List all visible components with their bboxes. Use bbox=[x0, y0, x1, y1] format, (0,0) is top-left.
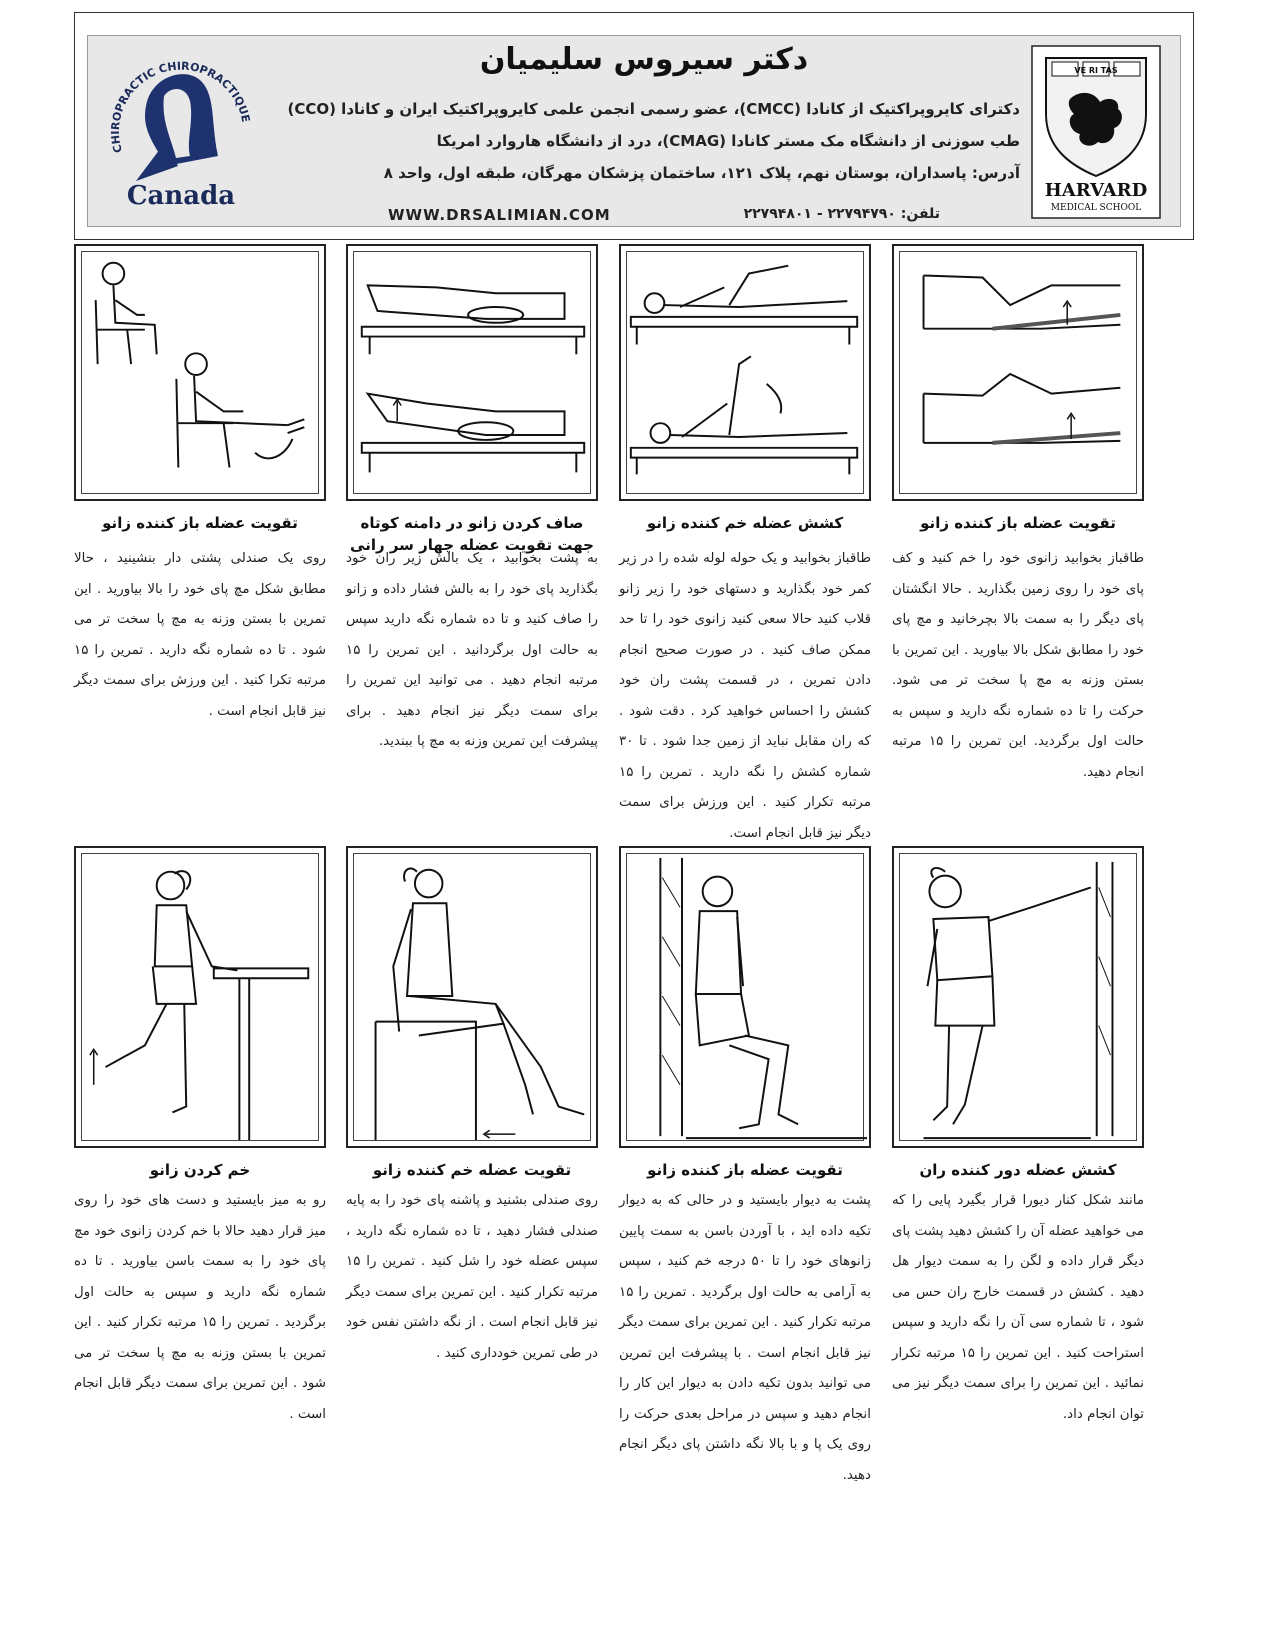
education-line: طب سوزنی از دانشگاه مک مستر کانادا (CMAG)، درد از دانشگاه هاروارد امریکا bbox=[436, 132, 1020, 150]
exercise-description: پشت به دیوار بایستید و در حالی که به دیوار تکیه داده اید ، با آوردن باسن به سمت پایین زانوهای خود را تا ۵۰ درجه خم کنید ، سپس به آرامی به حالت اول برگردید . تمرین را ۱۵ مرتبه تکرار کنید . این تمرین برای سمت دیگر نیز قابل انجام است . با پیشرفت این تمرین می توانید بدون تکیه دادن به دیوار این کار را انجام دهید و سپس در مراحل بعدی حرکت را روی یک پا و با بالا نگه داشتن پای دیگر انجام دهید. bbox=[619, 1193, 871, 1483]
hip-abductor-stretch-drawing bbox=[894, 848, 1142, 1146]
straight-leg-raise-drawing bbox=[894, 246, 1142, 499]
website-link[interactable]: WWW.DRSALIMIAN.COM bbox=[388, 206, 611, 224]
exercise-description: مانند شکل کنار دیورا قرار بگیرد پایی را که می خواهید عضله آن را کشش دهید پشت پای دیگر قرار داده و لگن را به سمت دیوار هل دهید . کشش در قسمت خارج ران حس می شود ، تا شماره سی آن را نگه دارید و سپس استراحت کنید . این تمرین را ۱۵ مرتبه تکرار نمائید . این تمرین را برای سمت دیگر نیز می توان انجام داد. bbox=[892, 1193, 1144, 1422]
standing-knee-flexion-drawing bbox=[76, 848, 324, 1146]
exercise-description: طاقباز بخوابید و یک حوله لوله شده را در زیر کمر خود بگذارید و دستهای خود را زیر زانو قلاب کنید حالا سعی کنید زانوی خود را تا حد ممکن صاف کنید . در صورت صحیح انجام دادن تمرین ، در قسمت پشت ران خود کشش را احساس خواهید کرد . دقت شود . که ران مقابل نباید از زمین جدا شود . تا ۳۰ شماره کشش را نگه دارید . تمرین را ۱۵ مرتبه تکرار کنید . این ورزش برای سمت دیگر نیز قابل انجام است. bbox=[619, 551, 871, 841]
phone-number: تلفن: ۲۲۷۹۴۷۹۰ - ۲۲۷۹۴۸۰۱ bbox=[743, 206, 940, 222]
exercise-illustration bbox=[346, 846, 598, 1148]
exercise-title: کشش عضله دور کننده ران bbox=[919, 1161, 1117, 1179]
address-line: آدرس: پاسداران، بوستان نهم، پلاک ۱۲۱، ساختمان پزشکان مهرگان، طبقه اول، واحد ۸ bbox=[383, 164, 1020, 182]
exercise-illustration bbox=[346, 244, 598, 501]
exercise-title: صاف کردن زانو در دامنه کوتاه جهت تقویت عضله چهار سر رانی bbox=[350, 514, 594, 554]
exercise-description: روی صندلی بشنید و پاشنه پای خود را به پایه صندلی فشار دهید ، تا ده شماره نگه دارید ، سپس عضله خود را شل کنید . تمرین را ۱۵ مرتبه تکرار کنید . این تمرین برای سمت دیگر نیز قابل انجام است . از نگه داشتن نفس خود در طی تمرین خودداری کنید . bbox=[346, 1193, 598, 1361]
short-arc-quad-drawing bbox=[348, 246, 596, 499]
exercise-illustration bbox=[619, 846, 871, 1148]
logo-right-harvard: HARVARD bbox=[1044, 180, 1148, 201]
logo-right-motto: VE RI TAS bbox=[1074, 66, 1118, 75]
exercise-title: تقویت عضله باز کننده زانو bbox=[920, 514, 1116, 532]
credentials-line: دکترای کایروپراکتیک از کانادا (CMCC)، عضو رسمی انجمن علمی کایروپراکتیک ایران و کانادا (CCO) bbox=[287, 100, 1020, 118]
wall-squat-drawing bbox=[621, 848, 869, 1146]
clinic-header bbox=[74, 12, 1194, 240]
chiropractic-canada-logo bbox=[106, 46, 256, 216]
exercise-title: تقویت عضله خم کننده زانو bbox=[372, 1161, 572, 1179]
exercise-description: روی یک صندلی پشتی دار بنشینید ، حالا مطابق شکل مچ پای خود را بالا بیاورید . این تمرین با بستن وزنه به مچ پا سخت تر می شود . تا ده شماره نگه دارید . تمرین را ۱۵ مرتبه تکرا کنید . این ورزش برای سمت دیگر نیز قابل انجام است . bbox=[74, 551, 326, 719]
exercise-description: طاقباز بخوابید زانوی خود را خم کنید و کف پای خود را روی زمین بگذارید . حالا انگشتان پای دیگر را به سمت بالا بچرخانید و مچ پای خود را مطابق شکل بالا بیاورید . این تمرین با بستن وزنه به مچ پا سخت تر می شود. حرکت را تا ده شماره نگه دارید و سپس به حالت اول برگردید. این تمرین را ۱۵ مرتبه انجام دهید. bbox=[892, 551, 1145, 780]
exercise-title: تقویت عضله باز کننده زانو bbox=[647, 1161, 843, 1179]
exercise-description: رو به میز بایستید و دست های خود را روی میز قرار دهید حالا با خم کردن زانوی خود مچ پای خود را به سمت باسن بیاورید . تا ده شماره نگه دارید و سپس به حالت اول برگردید . تمرین را ۱۵ مرتبه تکرار کنید . این تمرین با بستن وزنه به مچ پا سخت تر می شود . این تمرین برای سمت دیگر قابل انجام است . bbox=[74, 1193, 326, 1422]
exercise-illustration bbox=[619, 244, 871, 501]
exercise-illustration bbox=[892, 244, 1144, 501]
doctor-name: دکتر سیروس سلیمیان bbox=[479, 42, 809, 77]
logo-left-canada-text: Canada bbox=[126, 181, 236, 211]
exercise-illustration bbox=[74, 846, 326, 1148]
logo-right-subtext: MEDICAL SCHOOL bbox=[1050, 203, 1142, 213]
exercise-title: خم کردن زانو bbox=[149, 1161, 251, 1179]
logo-left-ring-text: CHIROPRACTIC CHIROPRACTIQUE bbox=[108, 59, 253, 155]
exercise-title: تقویت عضله باز کننده زانو bbox=[102, 514, 298, 532]
seated-hamstring-isometric-drawing bbox=[348, 848, 596, 1146]
header-banner bbox=[87, 35, 1181, 227]
exercise-illustration bbox=[892, 846, 1144, 1148]
exercise-title: کشش عضله خم کننده زانو bbox=[646, 514, 844, 532]
harvard-medical-school-logo bbox=[1030, 44, 1162, 220]
hamstring-stretch-drawing bbox=[621, 246, 869, 499]
seated-knee-extension-drawing bbox=[76, 246, 324, 499]
exercise-description: به پشت بخوابید ، یک بالش زیر ران خود بگذارید پای خود را به بالش فشار داده و زانو را صاف کنید و تا ده شماره نگه دارید سپس به حالت اول برگردانید . این تمرین را ۱۵ مرتبه انجام دهید . می توانید این تمرین را برای سمت دیگر نیز انجام دهید . برای پیشرفت این تمرین وزنه به مچ پا ببندید. bbox=[346, 551, 598, 749]
exercise-illustration bbox=[74, 244, 326, 501]
